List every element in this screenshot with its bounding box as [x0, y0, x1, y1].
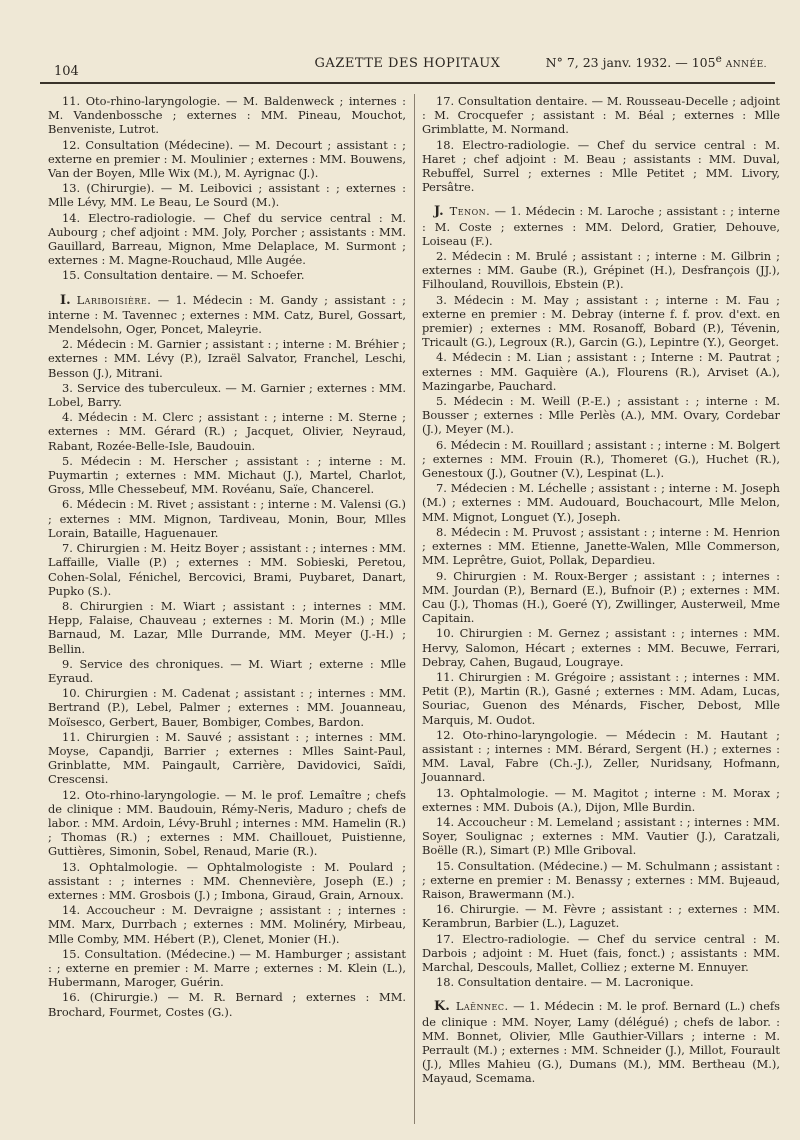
entry: 17. Electro-radiologie. — Chef du service central : M. Darbois ; adjoint : M. Huet (fais, fonct.) ; assistants : MM. Marchal, Descouls, Mallet, Colliez ; externe M. Ennuyer.	[422, 931, 780, 974]
hospital-letter: I.	[60, 292, 71, 308]
issue-info	[546, 53, 767, 70]
entry: 11. Chirurgien : M. Sauvé ; assistant : ; internes : MM. Moyse, Capandji, Barrier ; externes : Mlles Saint-Paul, Grinblatte, MM. Paingault, Carrière, Davidovici, Saïdi, Crescensi.	[48, 729, 406, 787]
entry: 9. Chirurgien : M. Roux-Berger ; assistant : ; internes : MM. Jourdan (P.), Bernard (E.), Bufnoir (P.) ; externes : MM. Cau (J.), Thomas (H.), Goeré (Y), Zwillinger, Austerweil, Mme Capitain.	[422, 568, 780, 626]
hospital-name: Lariboisière.	[76, 292, 152, 307]
entry: 15. Consultation dentaire. — M. Schoefer.	[62, 268, 305, 283]
entry: 14. Accoucheur : M. Lemeland ; assistant : ; internes : MM. Soyer, Soulignac ; externes : MM. Vautier (J.), Caratzali, Boëlle (R.), Simart (P.) Mlle Griboval.	[422, 814, 780, 858]
entry-text: — 1. Médecin : M. Laroche ; assistant : ; interne : M. Coste ; externes : MM. Delord, Gratier, Dehouve, Loiseau (F.).	[422, 204, 780, 248]
hospital-letter: K.	[434, 999, 450, 1015]
entry: 6. Médecin : M. Rouillard ; assistant : ; interne : M. Bolgert ; externes : MM. Frouin (R.), Thomeret (G.), Huchet (R.), Genestoux (J.), Goutner (V.), Lespinat (L.).	[422, 437, 780, 481]
entry: 12. Consultation (Médecine). — M. Decourt ; assistant : ; externe en premier : M. Moulinier ; externes : MM. Bouwens, Van der Boyen, Mlle Wix (M.), M. Ayrignac (J.).	[48, 137, 406, 181]
page-number: 104	[54, 64, 79, 79]
entry: 3. Service des tuberculeux. — M. Garnier ; externes : MM. Lobel, Barry.	[48, 380, 406, 410]
entry: 9. Service des chroniques. — M. Wiart ; externe : Mlle Eyraud.	[48, 656, 406, 685]
issue-text: N° 7, 23 janv. 1932. — 105	[545, 55, 716, 71]
hospital-entry	[422, 999, 780, 1085]
entry: 15. Consultation. (Médecine.) — M. Hamburger ; assistant : ; externe en premier : M. Marre ; externes : M. Klein (L.), Hubermann, Maroger, Guérin.	[48, 946, 406, 990]
entry: 8. Médecin : M. Pruvost ; assistant : ; interne : M. Henrion ; externes : MM. Etienne, Janette-Walen, Mlle Commerson, MM. Leprêtre, Guiot, Pollak, Depardieu.	[422, 524, 780, 568]
entry: 5. Médecin : M. Herscher ; assistant : ; interne : M. Puymartin ; externes : MM. Michaut (J.), Martel, Charlot, Gross, Mlle Chessebeuf, MM. Rovéanu, Saïe, Chancerel.	[48, 453, 406, 497]
entry: 7. Médecien : M. Léchelle ; assistant : ; interne : M. Joseph (M.) ; externes : MM. Audouard, Bouchacourt, Mlle Melon, MM. Mignot, Longuet (Y.), Joseph.	[422, 481, 780, 524]
column-divider	[414, 94, 415, 1124]
hospital-name: Tenon.	[449, 204, 491, 219]
entry: 4. Médecin : M. Clerc ; assistant : ; interne : M. Sterne ; externes : MM. Gérard (R.) ; Jacquet, Olivier, Neyraud, Rabant, Rozée-Belle-Isle, Baudouin.	[48, 410, 406, 453]
right-column	[422, 94, 780, 1087]
entry: 11. Oto-rhino-laryngologie. — M. Baldenweck ; internes : M. Vandenbossche ; externes : MM. Pineau, Mouchot, Benveniste, Lutrot.	[48, 94, 406, 137]
entry: 10. Chirurgien : M. Gernez ; assistant : ; internes : MM. Hervy, Salomon, Hécart ; externes : MM. Becuwe, Ferrari, Debray, Cahen, Bugaud, Lougraye.	[422, 626, 780, 669]
journal-title: GAZETTE DES HOPITAUX	[314, 56, 501, 71]
hospital-letter: J.	[434, 204, 444, 220]
entry: 5. Médecin : M. Weill (P.-E.) ; assistant : ; interne : M. Bousser ; externes : Mlle Perlès (A.), MM. Ovary, Cordebar (J.), Meyer (M.).	[422, 394, 780, 437]
page-header	[40, 48, 775, 84]
entry: 10. Chirurgien : M. Cadenat ; assistant : ; internes : MM. Bertrand (P.), Lebel, Palmer ; externes : MM. Jouanneau, Moïsesco, Gerbert, Bauer, Bombiger, Combes, Bardon.	[48, 686, 406, 729]
entry: 13. Ophtalmologie. — M. Magitot ; interne : M. Morax ; externes : MM. Dubois (A.), Dijon, Mlle Burdin.	[422, 785, 780, 814]
entry: 8. Chirurgien : M. Wiart ; assistant : ; internes : MM. Hepp, Falaise, Chauveau ; externes : M. Morin (M.) ; Mlle Barnaud, M. Lazar, Mlle Durrande, MM. Meyer (J.-H.) ; Bellin.	[48, 598, 406, 656]
entry: 15. Consultation. (Médecine.) — M. Schulmann ; assistant : ; externe en premier : M. Benassy ; externes : MM. Bujeaud, Raison, Brawermann (M.).	[422, 858, 780, 901]
entry: 17. Consultation dentaire. — M. Rousseau-Decelle ; adjoint : M. Crocquefer ; assistant : M. Béal ; externes : Mlle Grimblatte, M. Normand.	[422, 94, 780, 137]
entry: 16. (Chirurgie.) — M. R. Bernard ; externes : MM. Brochard, Fourmet, Costes (G.).	[48, 990, 406, 1019]
hospital-entry	[48, 293, 406, 337]
entry: 4. Médecin : M. Lian ; assistant : ; Interne : M. Pautrat ; externes : MM. Gaquière (A.), Flourens (R.), Arviset (A.), Mazingarbe, Pauchard.	[422, 350, 780, 393]
entry: 2. Médecin : M. Brulé ; assistant : ; interne : M. Gilbrin ; externes : MM. Gaube (R.), Grépinet (H.), Desfrançois (JJ.), Filhouland, Rouvillois, Ebstein (P.).	[422, 249, 780, 292]
entry: 18. Electro-radiologie. — Chef du service central : M. Haret ; chef adjoint : M. Beau ; assistants : MM. Duval, Rebuffel, Surrel ; externes : Mlle Petitet ; MM. Livory, Persâtre.	[422, 137, 780, 195]
entry: 18. Consultation dentaire. — M. Lacronique.	[436, 975, 694, 990]
entry: 7. Chirurgien : M. Heitz Boyer ; assistant : ; internes : MM. Laffaille, Vialle (P.) ; externes : MM. Sobieski, Peretou, Cohen-Solal, Fénichel, Bercovici, Brami, Puybaret, Danart, Pupko (S.).	[48, 541, 406, 598]
hospital-entry	[422, 204, 780, 248]
entry: 2. Médecin : M. Garnier ; assistant : ; interne : M. Bréhier ; externes : MM. Lévy (P.), Izraël Salvator, Franchel, Leschi, Besson (J.), Mitrani.	[48, 337, 406, 380]
entry-text: — 1. Médecin : M. Gandy ; assistant : ; interne : M. Tavennec ; externes : MM. Catz, Burel, Gossart, Mendelsohn, Oger, Poncet, Maleyrie.	[48, 292, 406, 337]
entry: 13. Ophtalmologie. — Ophtalmologiste : M. Poulard ; assistant : ; internes : MM. Chennevière, Joseph (E.) ; externes : MM. Grosbois (J.) ; Imbona, Giraud, Grain, Arnoux.	[48, 859, 406, 902]
issue-sup: e	[715, 53, 722, 65]
entry: 12. Oto-rhino-laryngologie. — Médecin : M. Hautant ; assistant : ; internes : MM. Bérard, Sergent (H.) ; externes : MM. Laval, Fabre (Ch.-J.), Zeller, Nuridsany, Hofmann, Jouannard.	[422, 727, 780, 785]
issue-year-label: ANNÉE.	[725, 60, 767, 71]
entry: 11. Chirurgien : M. Grégoire ; assistant : ; internes : MM. Petit (P.), Martin (R.), Gasné ; externes : MM. Adam, Lucas, Souriac, Guenon des Ménards, Fischer, Debost, Mlle Marquis, M. Oudot.	[422, 669, 780, 727]
entry: 14. Electro-radiologie. — Chef du service central : M. Aubourg ; chef adjoint : MM. Joly, Porcher ; assistants : MM. Gauillard, Barreau, Mignon, Mme Delaplace, M. Surmont ; externes : M. Magne-Rouchaud, Mlle Augée.	[48, 210, 406, 268]
entry: 12. Oto-rhino-laryngologie. — M. le prof. Lemaître ; chefs de clinique : MM. Baudouin, Rémy-Neris, Maduro ; chefs de labor. : MM. Ardoin, Lévy-Bruhl ; internes : MM. Hamelin (R.) ; Thomas (R.) ; externes : MM. Chaillouet, Puistienne, Guttières, Simonin, Sobel, Renaud, Marie (R.).	[48, 787, 406, 859]
entry: 16. Chirurgie. — M. Fèvre ; assistant : ; externes : MM. Kerambrun, Barbier (L.), Laguzet.	[422, 902, 780, 931]
entry: 14. Accoucheur : M. Devraigne ; assistant : ; internes : MM. Marx, Durrbach ; externes : MM. Molinéry, Mirbeau, Mlle Comby, MM. Hébert (P.), Clenet, Monier (H.).	[48, 903, 406, 946]
entry: 13. (Chirurgie). — M. Leibovici ; assistant : ; externes : Mlle Lévy, MM. Le Beau, Le Sourd (M.).	[48, 181, 406, 210]
entry: 6. Médecin : M. Rivet ; assistant : ; interne : M. Valensi (G.) ; externes : MM. Mignon, Tardiveau, Monin, Bour, Mlles Lorain, Bataille, Haguenauer.	[48, 497, 406, 540]
left-column	[48, 94, 406, 1020]
entry: 3. Médecin : M. May ; assistant : ; interne : M. Fau ; externe en premier : M. Debray (interne f. f. prov. d'ext. en premier) ; externes : MM. Rosanoff, Bobard (P.), Tévenin, Tricault (G.), Legroux (R.), Garcin (G.), Lepintre (Y.), Georget.	[422, 292, 780, 350]
hospital-name: Laënnec.	[455, 999, 509, 1014]
entry-text: — 1. Médecin : M. le prof. Bernard (L.) chefs de clinique : MM. Noyer, Lamy (délégué) ; chefs de labor. : MM. Bonnet, Olivier, Mlle Gauthier-Villars ; interne : M. Perrault (M.) ; externes : MM. Schneider (J.), Millot, Fourault (J.), Mlles Mahieu (G.), Dumans (M.), MM. Bertheau (M.), Mayaud, Scemama.	[422, 999, 780, 1086]
